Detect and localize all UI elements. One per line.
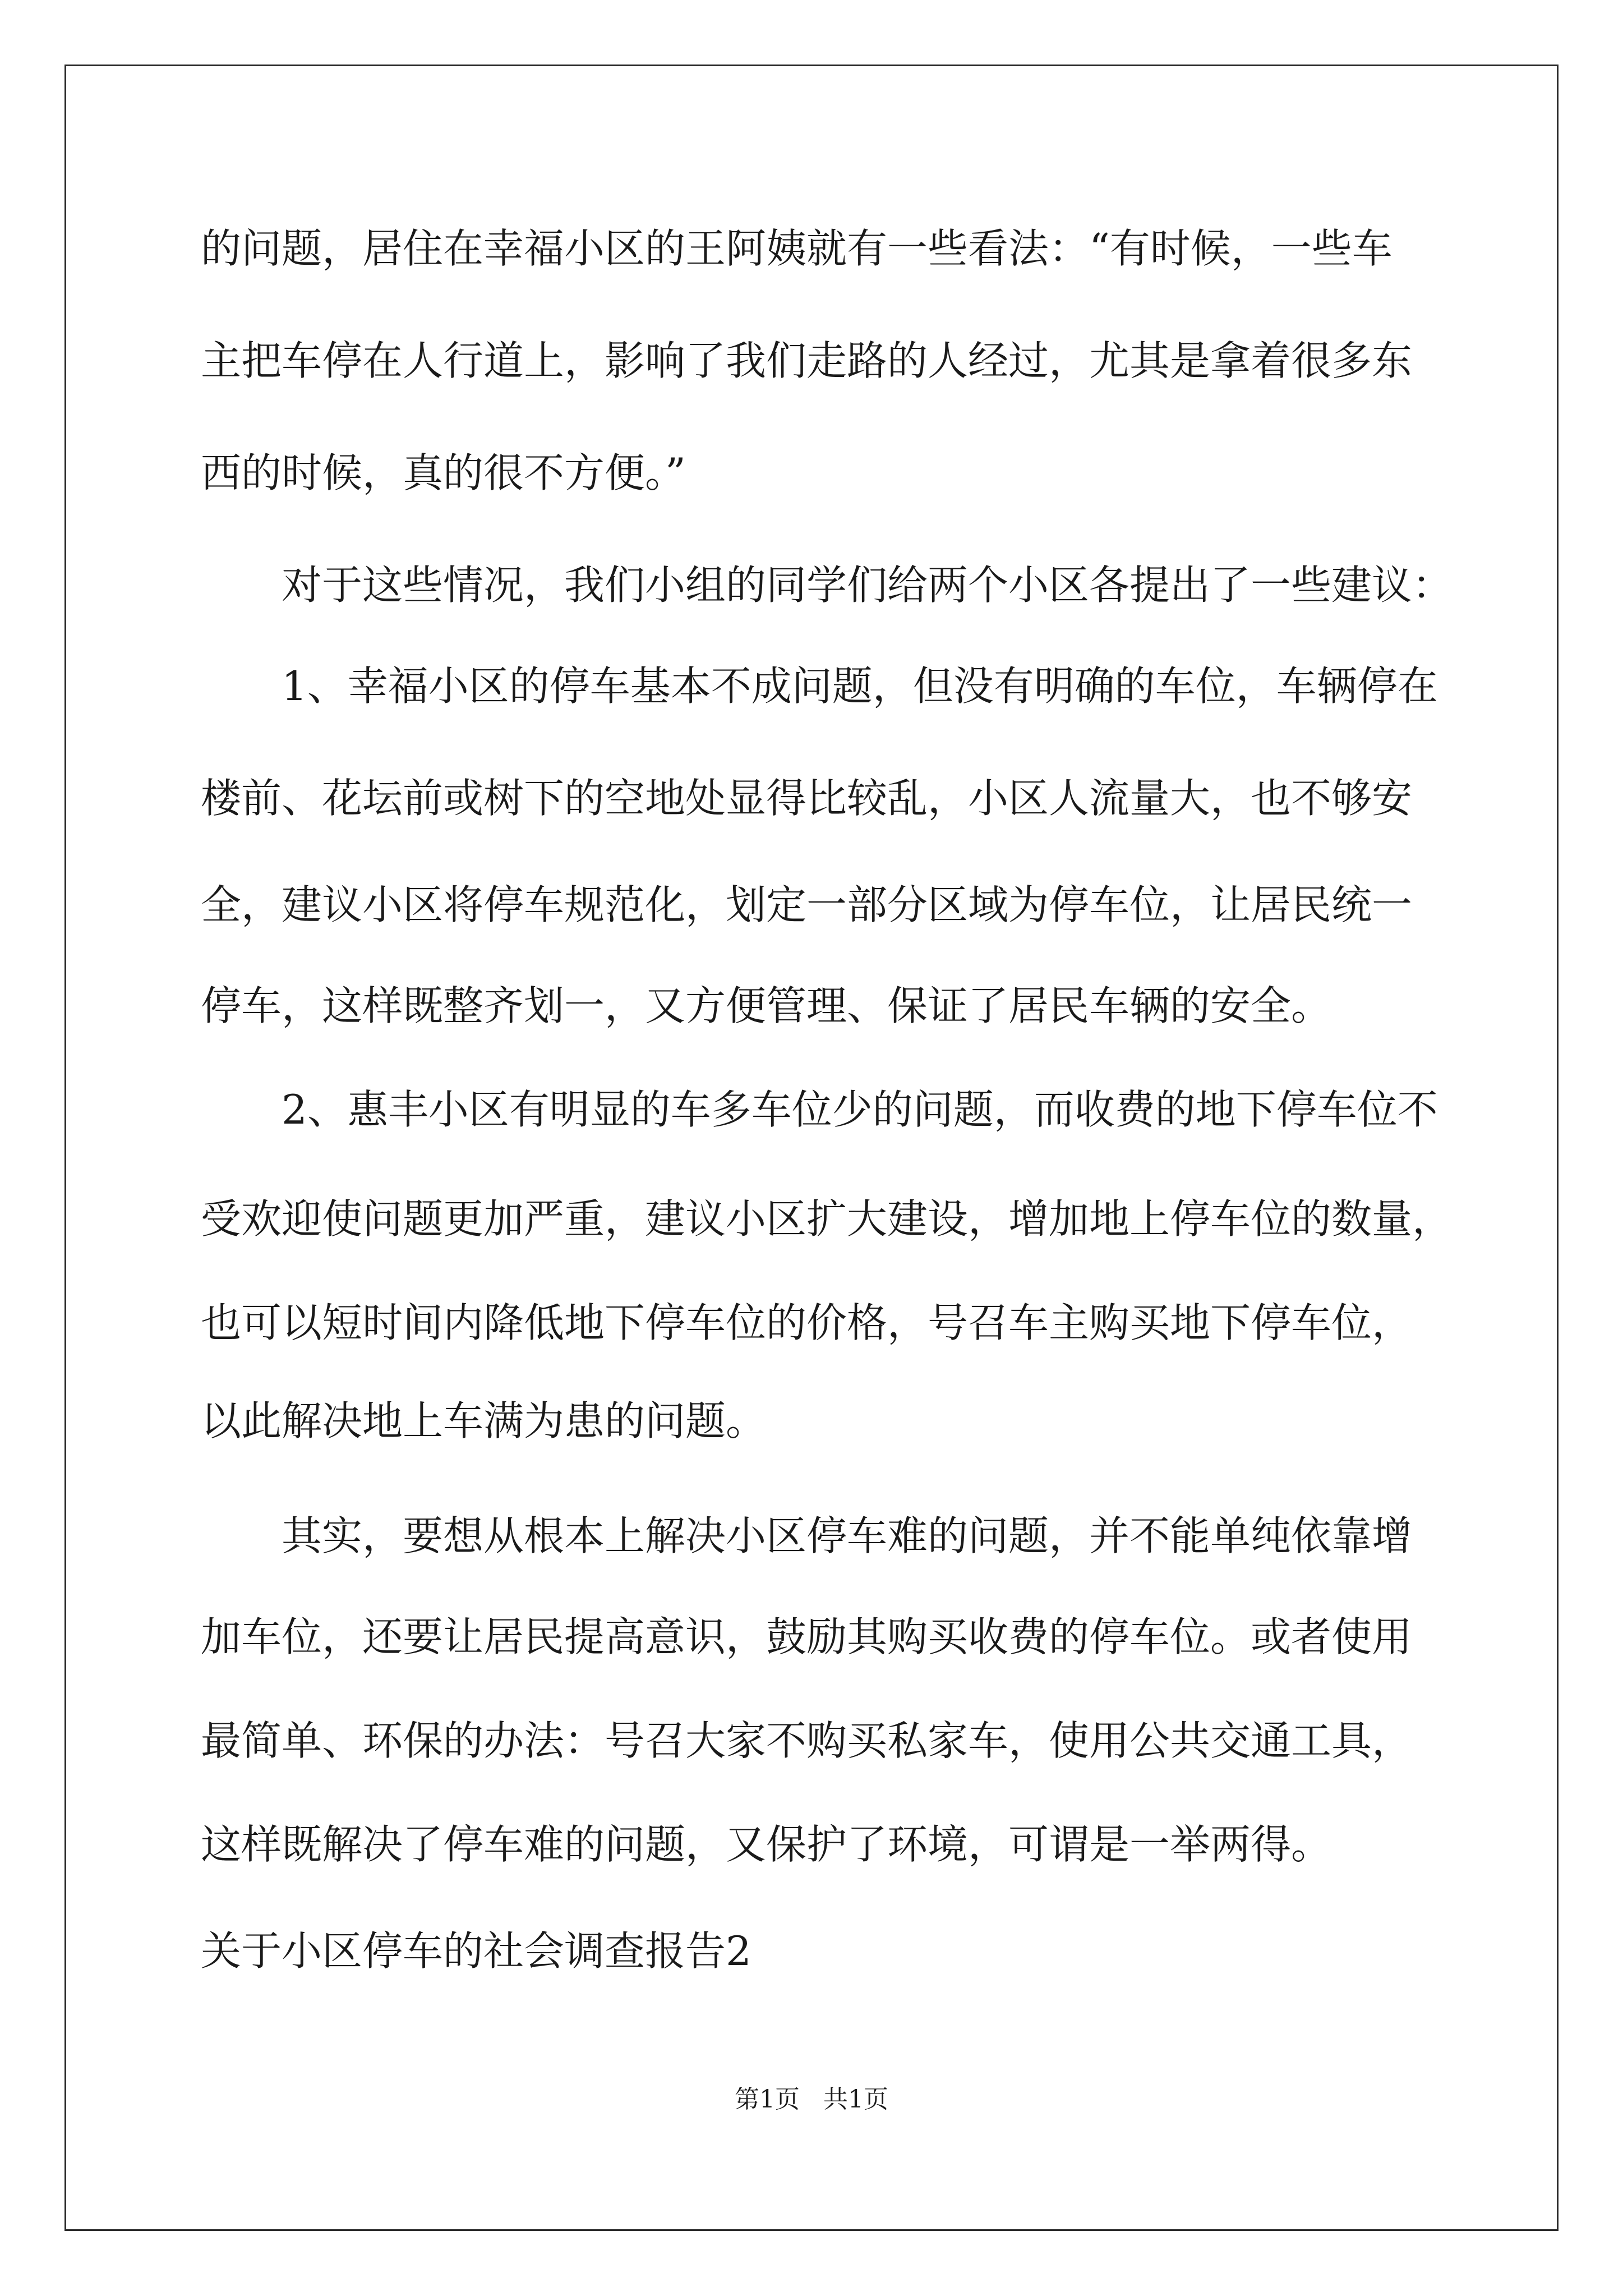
text-line: 加车位，还要让居民提高意识，鼓励其购买收费的停车位。或者使用 bbox=[201, 1613, 1413, 1660]
text-line: 的问题，居住在幸福小区的王阿姨就有一些看法：“有时候，一些车 bbox=[201, 225, 1393, 272]
text-line: 也可以短时间内降低地下停车位的价格，号召车主购买地下停车位， bbox=[201, 1299, 1413, 1346]
text-line: 停车，这样既整齐划一，又方便管理、保证了居民车辆的安全。 bbox=[201, 982, 1332, 1029]
text-line: 受欢迎使问题更加严重，建议小区扩大建设，增加地上停车位的数量， bbox=[201, 1195, 1453, 1243]
text-line: 西的时候，真的很不方便。” bbox=[201, 449, 686, 496]
text-line: 楼前、花坛前或树下的空地处显得比较乱，小区人流量大，也不够安 bbox=[201, 775, 1413, 822]
text-line: 全，建议小区将停车规范化，划定一部分区域为停车位，让居民统一 bbox=[201, 881, 1413, 928]
text-line: 最简单、环保的办法：号召大家不购买私家车，使用公共交通工具， bbox=[201, 1717, 1413, 1764]
text-line: 2、惠丰小区有明显的车多车位少的问题，而收费的地下停车位不 bbox=[282, 1086, 1438, 1133]
text-line: 对于这些情况，我们小组的同学们给两个小区各提出了一些建议： bbox=[282, 562, 1453, 609]
text-line: 1、幸福小区的停车基本不成问题，但没有明确的车位，车辆停在 bbox=[282, 662, 1438, 710]
page-footer: 第1页 共1页 bbox=[735, 2085, 888, 2114]
text-line: 其实，要想从根本上解决小区停车难的问题，并不能单纯依靠增 bbox=[282, 1512, 1413, 1559]
text-line: 主把车停在人行道上，影响了我们走路的人经过，尤其是拿着很多东 bbox=[201, 337, 1413, 384]
text-line: 以此解决地上车满为患的问题。 bbox=[201, 1397, 767, 1444]
page-border bbox=[64, 65, 1559, 2231]
section-heading: 关于小区停车的社会调查报告2 bbox=[201, 1927, 751, 1975]
text-line: 这样既解决了停车难的问题，又保护了环境，可谓是一举两得。 bbox=[201, 1821, 1332, 1868]
